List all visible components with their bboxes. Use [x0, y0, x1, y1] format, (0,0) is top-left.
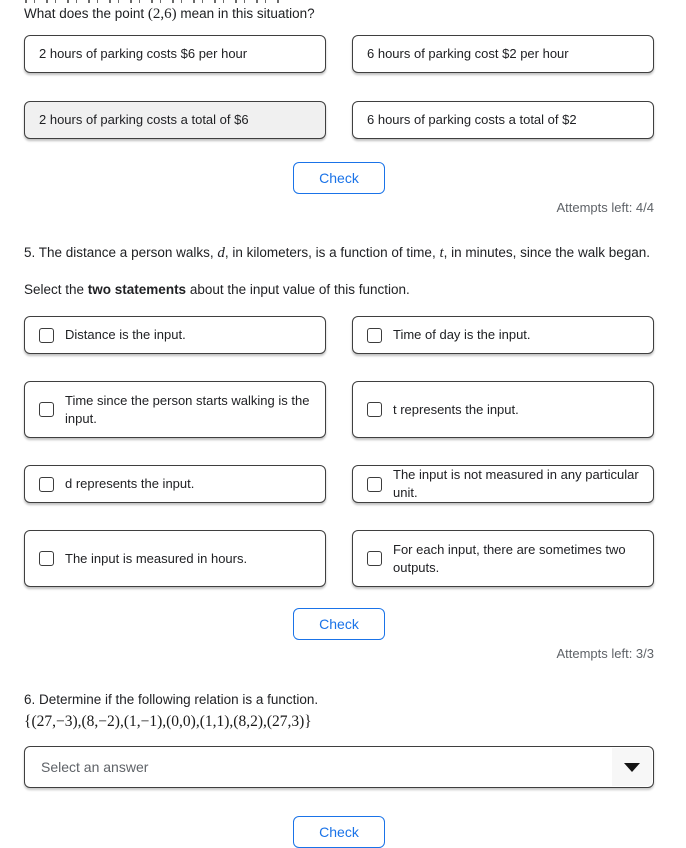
checkbox-option-label: d represents the input.	[65, 476, 195, 491]
checkbox-option-2[interactable]	[352, 316, 654, 354]
question-4-options	[24, 35, 654, 139]
checkbox-option-5[interactable]	[24, 465, 326, 503]
question-5-prompt	[24, 244, 654, 262]
answer-option-2[interactable]	[352, 35, 654, 73]
check-button[interactable]: Check	[293, 608, 385, 640]
checkbox-option-label: t represents the input.	[393, 401, 519, 417]
question-6-check-row	[24, 816, 654, 848]
triangle-glyph	[624, 763, 640, 772]
question-5-prompt-part1: 5. The distance a person walks,	[24, 245, 218, 260]
checkbox-icon[interactable]	[39, 328, 54, 343]
checkbox-icon[interactable]	[39, 402, 54, 417]
question-5-check-row	[24, 608, 654, 640]
question-4-prompt	[24, 5, 654, 23]
instruction-prefix: Select the	[24, 282, 88, 297]
checkbox-option-4[interactable]	[352, 381, 654, 438]
checkbox-option-label: The input is not measured in any particular unit.	[393, 467, 639, 500]
answer-option-label: 2 hours of parking costs $6 per hour	[39, 46, 248, 61]
question-6-relation: {(27,−3),(8,−2),(1,−1),(0,0),(1,1),(8,2),(27,3)}	[24, 713, 312, 730]
checkbox-option-1[interactable]	[24, 316, 326, 354]
check-button[interactable]: Check	[293, 816, 385, 848]
answer-option-label: 6 hours of parking costs a total of $2	[367, 112, 577, 127]
instruction-suffix: about the input value of this function.	[186, 282, 410, 297]
question-4-prompt-suffix: mean in this situation?	[176, 6, 315, 21]
answer-dropdown[interactable]	[24, 746, 654, 788]
question-4-point-math: (2,6)	[147, 6, 177, 22]
checkbox-option-label: Distance is the input.	[65, 327, 186, 342]
attempts-left-text: Attempts left: 3/3	[556, 646, 654, 661]
answer-option-1[interactable]	[24, 35, 326, 73]
checkbox-option-label: The input is measured in hours.	[65, 550, 248, 566]
checkbox-option-8[interactable]	[352, 530, 654, 587]
question-5-prompt-part2: , in kilometers, is a function of time,	[224, 245, 440, 260]
question-4-check-row	[24, 162, 654, 194]
answer-option-4[interactable]	[352, 101, 654, 139]
checkbox-icon[interactable]	[39, 477, 54, 492]
instruction-bold: two statements	[87, 282, 187, 297]
checkbox-icon[interactable]	[367, 551, 382, 566]
checkbox-option-3[interactable]	[24, 381, 326, 438]
clipped-previous-line	[25, 0, 283, 3]
chevron-down-icon[interactable]	[612, 748, 652, 786]
answer-option-label: 6 hours of parking cost $2 per hour	[367, 46, 569, 61]
distance-variable: d	[217, 245, 225, 261]
checkbox-option-label: Time of day is the input.	[393, 327, 531, 342]
question-5-prompt-part3: , in minutes, since the walk began.	[443, 245, 650, 260]
time-variable: t	[439, 245, 444, 261]
attempts-left-text: Attempts left: 4/4	[556, 200, 654, 215]
check-button[interactable]: Check	[293, 162, 385, 194]
question-6-title: 6. Determine if the following relation is a function.	[24, 692, 319, 707]
checkbox-option-label: For each input, there are sometimes two outputs.	[393, 541, 626, 575]
checkbox-icon[interactable]	[39, 551, 54, 566]
answer-option-3[interactable]	[24, 101, 326, 139]
checkbox-icon[interactable]	[367, 402, 382, 417]
question-5-options	[24, 316, 654, 587]
checkbox-option-7[interactable]	[24, 530, 326, 587]
checkbox-option-6[interactable]	[352, 465, 654, 503]
checkbox-option-label: Time since the person starts walking is the input.	[65, 392, 310, 426]
answer-option-label: 2 hours of parking costs a total of $6	[39, 112, 249, 127]
checkbox-icon[interactable]	[367, 477, 382, 492]
dropdown-placeholder: Select an answer	[41, 759, 149, 775]
question-4-prompt-prefix: What does the point	[24, 6, 148, 21]
question-5-instruction	[24, 281, 654, 299]
checkbox-icon[interactable]	[367, 328, 382, 343]
